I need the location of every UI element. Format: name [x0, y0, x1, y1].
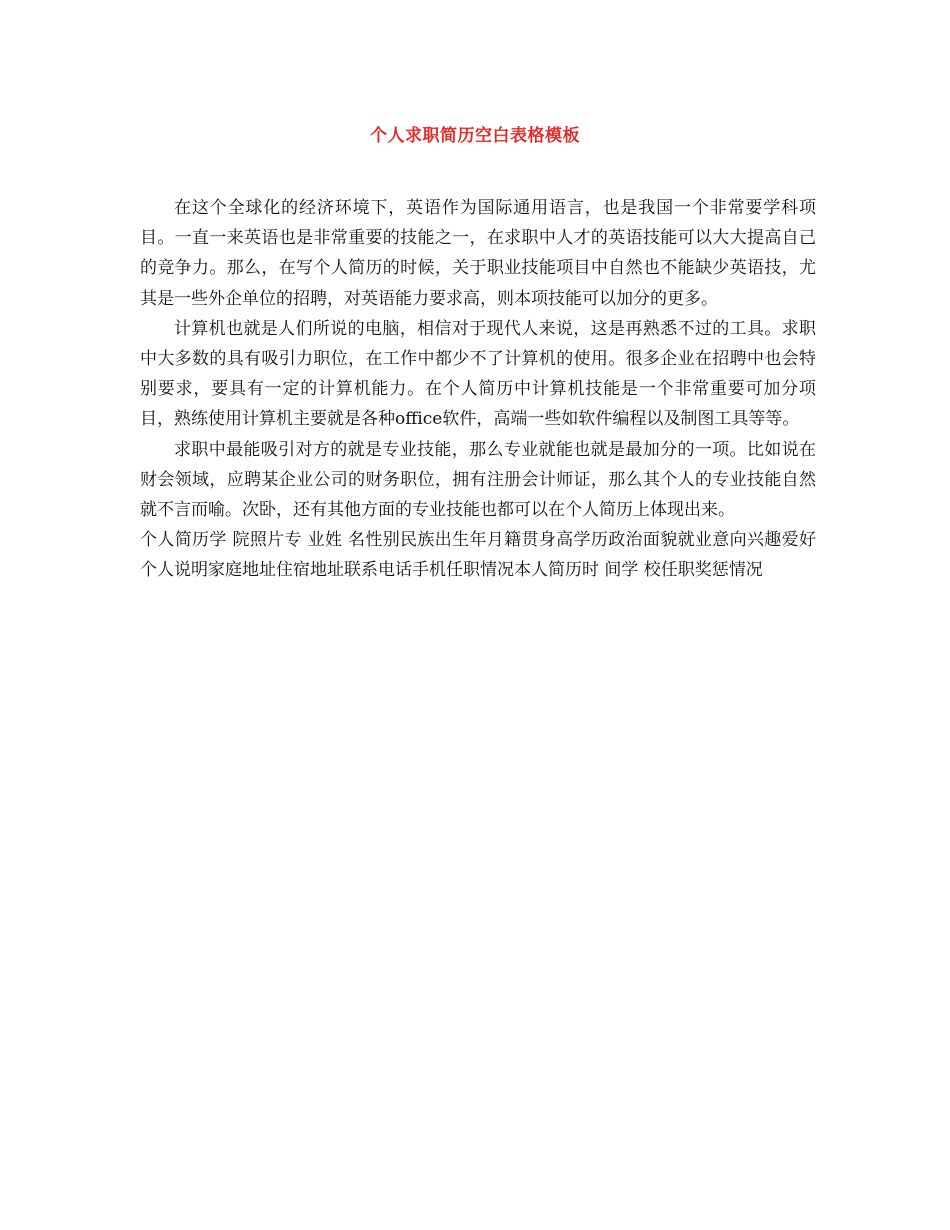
paragraph-resume-fields: 个人简历学 院照片专 业姓 名性别民族出生年月籍贯身高学历政治面貌就业意向兴趣爱好个人说明家庭地址住宿地址联系电话手机任职情况本人简历时 间学 校任职奖惩情况: [140, 530, 816, 581]
paragraph-english-skill: 在这个全球化的经济环境下，英语作为国际通用语言，也是我国一个非常要学科项目。一直一来英语也是非常重要的技能之一，在求职中人才的英语技能可以大大提高自己的竞争力。那么，在写个人简历的时候，关于职业技能项目中自然也不能缺少英语技，尤其是一些外企单位的招聘，对英语能力要求高，则本项技能可以加分的更多。: [140, 198, 816, 309]
paragraph-computer-skill: 计算机也就是人们所说的电脑，相信对于现代人来说，这是再熟悉不过的工具。求职中大多数的具有吸引力职位，在工作中都少不了计算机的使用。很多企业在招聘中也会特别要求，要具有一定的计算机能力。在个人简历中计算机技能是一个非常重要可加分项目，熟练使用计算机主要就是各种office软件，高端一些如软件编程以及制图工具等等。: [140, 318, 816, 430]
document-body: [140, 193, 816, 586]
paragraph-professional-skill: 求职中最能吸引对方的就是专业技能，那么专业就能也就是最加分的一项。比如说在财会领域，应聘某企业公司的财务职位，拥有注册会计师证，那么其个人的专业技能自然就不言而喻。次卧，还有其他方面的专业技能也都可以在个人简历上体现出来。: [140, 439, 816, 521]
document-title: 个人求职简历空白表格模板: [370, 126, 580, 146]
